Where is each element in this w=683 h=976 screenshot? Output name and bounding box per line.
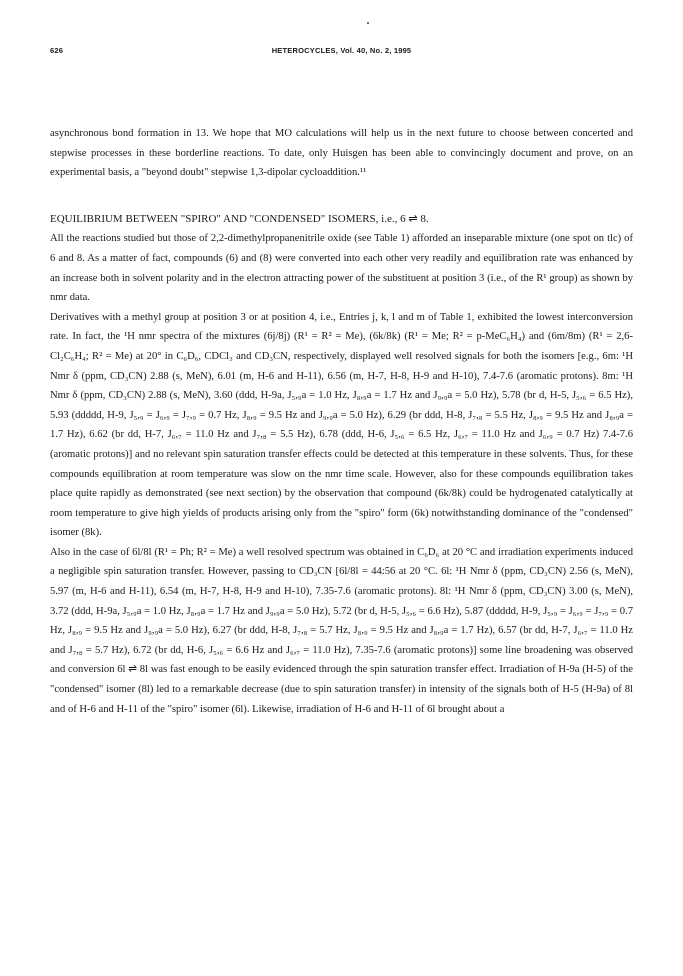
page-header [50,46,633,60]
running-head: HETEROCYCLES, Vol. 40, No. 2, 1995 [271,46,412,55]
paragraph-intro: asynchronous bond formation in 13. We hope that MO calculations will help us in the next future to choose between concerted and stepwise processes in these borderline reactions. To date, only Huisgen has been able to convincingly document and prove, on an experimental basis, a "beyond doubt" stepwise 1,3-dipolar cycloaddition.¹¹ [50,128,633,179]
paragraph-case-6l-8l: Also in the case of 6l/8l (R¹ = Ph; R² = Me) a well resolved spectrum was obtained in C₆D₆ at 20 °C and irradiation experiments induced a negligible spin saturation transfer. However, passing to CD₃CN [6l/8l = 44:56 at 20 °C. 6l: ¹H Nmr δ (ppm, CD₃CN) 2.56 (s, MeN), 5.97 (m, H-6 and H-11), 6.54 (m, H-7, H-8, H-9 and H-10), 7.35-7.6 (aromatic protons). 8l: ¹H Nmr δ (ppm, CD₃CN) 3.00 (s, MeN), 3.72 (ddd, H-9a, J₅,₉a = 1.0 Hz, J₈,₉a = 1.7 Hz and J₉,₉a = 5.0 Hz), 5.72 (br d, H-5, J₅,₆ = 6.6 Hz), 5.87 (ddddd, H-9, J₅,₉ = J₆,₉ = J₇,₉ = 0.7 Hz, J₈,₉ = 9.5 Hz and J₉,₉a = 5.0 Hz), 6.27 (br ddd, H-8, J₇,₈ = 5.7 Hz, J₈,₉ = 9.5 Hz and J₈,₉a = 1.7 Hz), 6.57 (br dd, H-7, J₆,₇ = 11.0 Hz and J₇,₈ = 5.7 Hz), 6.72 (br dd, H-6, J₅,₆ = 6.6 Hz and J₆,₇ = 11.0 Hz), 7.35-7.6 (aromatic protons)] some line broadening was observed and conversion 6l ⇌ 8l was fast enough to be easily evidenced through the spin saturation transfer effect. Irradiation of H-9a (H-5) of the "condensed" isomer (8l) led to a remarkable decrease (due to spin saturation transfer) in intensity of the signals both of H-5 (H-9a) of 8l and of H-6 and H-11 of the "spiro" isomer (6l). Likewise, irradiation of H-6 and H-11 of 6l brought about a [50,546,633,715]
section-heading: EQUILIBRIUM BETWEEN "SPIRO" AND "CONDENSED" ISOMERS, i.e., 6 ⇌ 8. [50,212,429,225]
scan-dot [367,22,369,24]
paragraph-derivatives: Derivatives with a methyl group at position 3 or at position 4, i.e., Entries j, k, l and m of Table 1, exhibited the lowest interconversion rate. In fact, the ¹H nmr spectra of the mixtures (6j/8j) (R¹ = R² = Me), (6k/8k) (R¹ = Me; R² = p-MeC₆H₄) and (6m/8m) (R¹ = 2,6-Cl₂C₆H₄; R² = Me) at 20° in C₆D₆, CDCl₃ and CD₃CN, respectively, displayed well resolved signals for both the isomers [e.g., 6m: ¹H Nmr δ (ppm, CD₃CN) 2.88 (s, MeN), 6.01 (m, H-6 and H-11), 6.56 (m, H-7, H-8, H-9 and H-10), 7.4-7.6 (aromatic protons). 8m: ¹H Nmr δ (ppm, CD₃CN) 2.88 (s, MeN), 3.60 (ddd, H-9a, J₅,₉a = 1.0 Hz, J₈,₉a = 1.7 Hz and J₉,₉a = 5.0 Hz), 5.78 (br d, H-5, J₅,₆ = 6.5 Hz), 5.93 (ddddd, H-9, J₅,₉ = J₆,₉ = J₇,₉ = 0.7 Hz, J₈,₉ = 9.5 Hz and J₉,₉a = 5.0 Hz), 6.29 (br ddd, H-8, J₇,₈ = 5.5 Hz, J₈,₉ = 9.5 Hz and J₈,₉a = 1.7 Hz), 6.62 (br dd, H-7, J₆,₇ = 11.0 Hz and J₇,₈ = 5.5 Hz), 6.78 (ddd, H-6, J₅,₆ = 6.5 Hz, J₆,₇ = 11.0 Hz and J₆,₉ = 0.7 Hz) 7.4-7.6 (aromatic protons)] and no relevant spin saturation transfer effects could be detected at this temperature in these solvents. Thus, for these compounds equilibration at room temperature was slow on the nmr time scale. However, also for these compounds equilibration takes place quite rapidly as demonstrated (see next section) by the observation that compound (6k/8k) could be hydrogenated catalytically at room temperature to give high yields of products arising only from the "spiro" form (6k) notwithstanding dominance of the "condensed" isomer (8k). [50,311,633,539]
page-number: 626 [50,46,64,55]
paragraph-equilibrium: All the reactions studied but those of 2,2-dimethylpropanenitrile oxide (see Table 1) afforded an inseparable mixture (one spot on tlc) of 6 and 8. As a matter of fact, compounds (6) and (8) were converted into each other very readily and equilibration rate was enhanced by an increase both in solvent polarity and in the electron attracting power of the substituent at position 3 (i.e., of the R¹ group) as shown by nmr data. [50,233,633,304]
body-text [50,124,633,719]
section-gap [50,183,633,210]
